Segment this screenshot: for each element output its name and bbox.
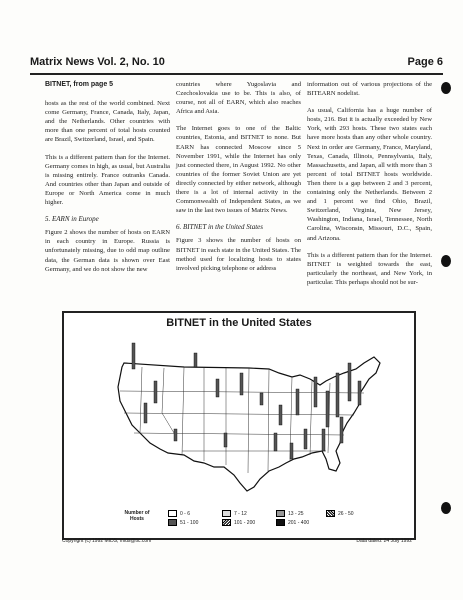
state-host-marker	[154, 381, 157, 403]
column-3	[307, 80, 432, 295]
newsletter-title: Matrix News Vol. 2, No. 10	[30, 56, 165, 68]
legend-swatch	[168, 510, 177, 517]
legend-swatch	[222, 510, 231, 517]
legend-item: 26 - 50	[326, 510, 354, 517]
legend-swatch	[276, 510, 285, 517]
legend-item: 101 - 200	[222, 519, 255, 526]
state-host-marker	[296, 389, 299, 415]
column-1	[45, 80, 170, 282]
state-host-marker	[132, 343, 135, 369]
state-host-marker	[274, 433, 277, 451]
state-host-marker	[224, 433, 227, 447]
figure-bitnet-us-map	[62, 311, 416, 540]
paragraph: Figure 3 shows the number of hosts on BITNET in each state in the United States. The method used for localizing hosts to states involved picking telephone or address	[176, 237, 301, 272]
state-host-marker	[216, 379, 219, 397]
copyright-text: Copyright (c) 1992 MIDS, mids@tic.com	[62, 538, 152, 544]
section-heading: 6. BITNET in the United States	[176, 223, 263, 232]
us-map-graphic	[64, 333, 414, 508]
state-host-marker	[358, 381, 361, 405]
legend-item: 0 - 6	[168, 510, 190, 517]
binder-hole-icon	[441, 502, 451, 514]
legend-item: 201 - 400	[276, 519, 309, 526]
paragraph: This is a different pattern than for the Internet. Germany comes in high, as usual, but Australia is missing entirely. France outranks Canada. And countries other than Japan and outside of Europe or North America come in much higher.	[45, 153, 170, 207]
paragraph: The Internet goes to one of the Baltic countries, Estonia, and BITNET to none. But EARN has connected Moscow since 5 November 1991, while the Internet has only just connected there, in August 1992. No other countries of the former Soviet Union are yet directly connected by either network, although there is a lot of internal activity in the Commonwealth of Independent States, as we saw in the last two issues of Matrix News.	[176, 125, 301, 215]
page-number: Page 6	[407, 56, 443, 68]
legend-swatch	[168, 519, 177, 526]
state-host-marker	[348, 363, 351, 401]
state-host-marker	[322, 429, 325, 451]
state-host-marker	[174, 429, 177, 441]
state-host-marker	[144, 403, 147, 423]
data-date: Data dated: 24 July 1992	[356, 538, 412, 544]
binder-hole-icon	[441, 255, 451, 267]
legend-item: 51 - 100	[168, 519, 198, 526]
continued-from-label: BITNET, from page 5	[45, 81, 114, 88]
state-host-marker	[290, 443, 293, 459]
header-rule	[30, 73, 443, 75]
legend-swatch	[222, 519, 231, 526]
state-host-marker	[240, 373, 243, 395]
state-host-marker	[194, 353, 197, 367]
paragraph: countries where Yugoslavia and Czechoslovakia use to be. This is also, of course, not all of EARN, which also reaches Africa and Asia.	[176, 81, 301, 116]
legend-swatch	[326, 510, 335, 517]
column-2	[176, 80, 301, 281]
paragraph: Figure 2 shows the number of hosts on EARN in each country in Europe. Russia is unfortunately missing, due to odd map outline data, the German data is shown over East Germany, and we do not show the new	[45, 229, 170, 273]
section-heading: 5. EARN in Europe	[45, 215, 99, 224]
state-host-marker	[314, 377, 317, 407]
legend-item: 7 - 12	[222, 510, 247, 517]
paragraph: information out of various projections of the BITEARN nodelist.	[307, 81, 432, 98]
page-header	[30, 56, 443, 72]
state-host-marker	[326, 391, 329, 427]
figure-title: BITNET in the United States	[166, 317, 312, 329]
legend-swatch	[276, 519, 285, 526]
state-host-marker	[340, 417, 343, 443]
paragraph: This is a different pattern than for the Internet. BITNET is weighted towards the east, particularly the northeast, and New York, in particular. This perhaps should not be sur-	[307, 251, 432, 286]
legend-title: Number of Hosts	[124, 510, 150, 522]
state-host-marker	[304, 429, 307, 449]
paragraph: As usual, California has a huge number of hosts, 216. But it is actually exceeded by New York, with 293 hosts. These two states each have more hosts than any other whole country. Next in order are Germany, France, Maryland, Texas, Canada, Illinois, Pennsylvania, Italy, Massachusetts, and Japan, all with more than 3 percent of total BITNET hosts worldwide. Then there is a gap between 2 and 3 percent, containing only the Netherlands. Between 2 and 1 percent we find Ohio, Brazil, Switzerland, Virginia, New Jersey, Washington, Indiana, Israel, Tennessee, North Carolina, Wisconsin, Missouri, D.C., Spain, and Arizona.	[307, 107, 432, 242]
state-host-marker	[336, 373, 339, 417]
state-host-marker	[279, 405, 282, 425]
paragraph: hosts as the rest of the world combined. Next come Germany, France, Canada, Italy, Japan, and the Netherlands. Other countries with more than one percent of total hosts counted are Brazil, Switzerland, Israel, and Spain.	[45, 100, 170, 144]
state-host-marker	[260, 393, 263, 405]
binder-hole-icon	[441, 82, 451, 94]
legend-item: 13 - 25	[276, 510, 304, 517]
map-legend	[64, 509, 414, 531]
